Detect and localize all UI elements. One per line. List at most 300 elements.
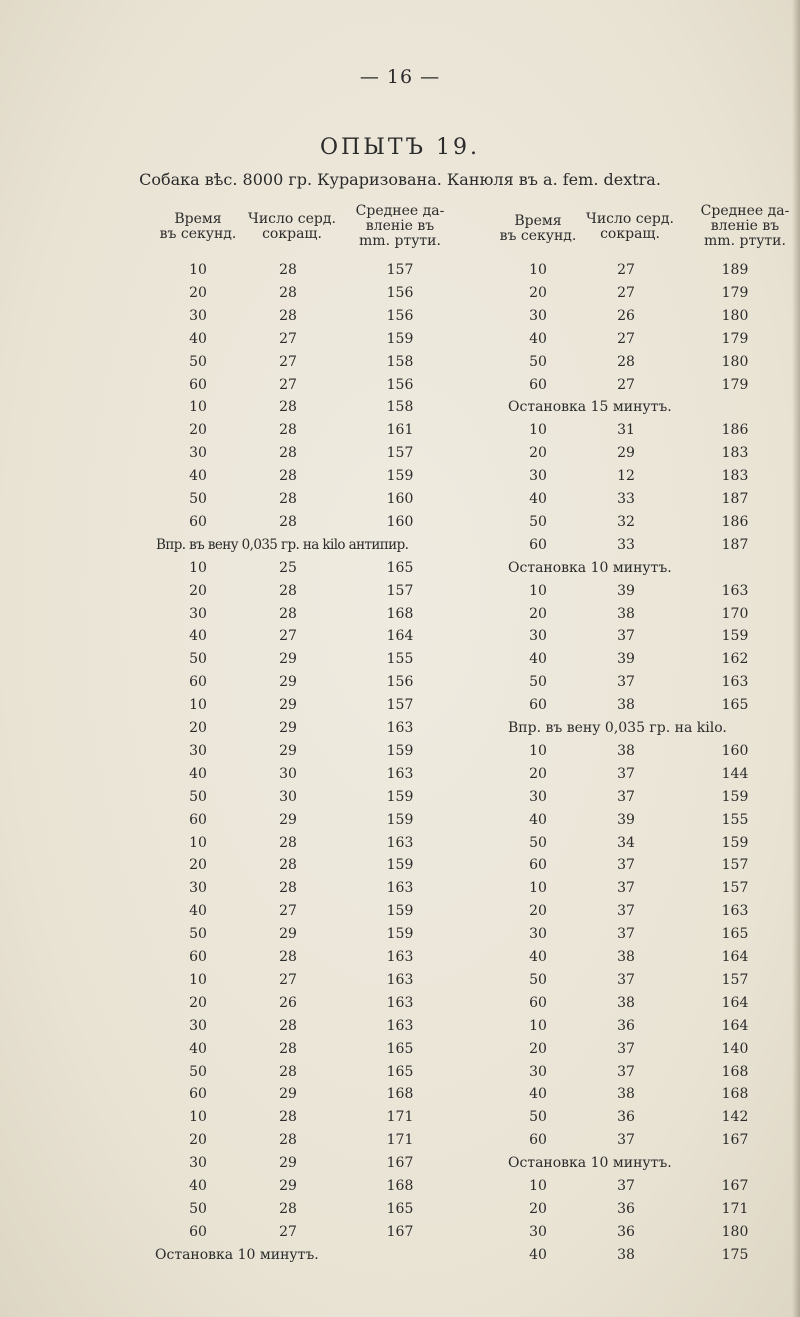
table-row: [0, 374, 800, 396]
time-cell: 30: [529, 307, 547, 324]
time-cell: 10: [189, 1109, 207, 1126]
pressure-cell: 161: [386, 422, 414, 439]
heartrate-cell: 28: [279, 1132, 297, 1149]
table-note-row: [0, 1152, 800, 1174]
time-cell: 50: [189, 1063, 207, 1080]
time-cell: 40: [529, 811, 547, 828]
heartrate-cell: 28: [279, 1040, 297, 1057]
header-line: въ секунд.: [499, 228, 577, 244]
time-cell: 50: [189, 353, 207, 370]
header-heartrate-left: [242, 212, 342, 242]
header-line: сокращ.: [600, 226, 660, 242]
time-cell: 50: [529, 1109, 547, 1126]
time-cell: 10: [529, 880, 547, 897]
heartrate-cell: 28: [279, 399, 297, 416]
note-text: Остановка 10 минутъ.: [155, 1246, 319, 1263]
heartrate-cell: 36: [617, 1109, 635, 1126]
heartrate-cell: 28: [279, 262, 297, 278]
heartrate-cell: 27: [617, 376, 635, 393]
time-cell: 10: [529, 262, 547, 278]
time-cell: 10: [189, 399, 207, 416]
table-note-row: [0, 557, 800, 579]
heartrate-cell: 28: [279, 422, 297, 439]
pressure-cell: 189: [721, 262, 749, 278]
time-cell: 60: [189, 1223, 207, 1240]
pressure-cell: 175: [721, 1246, 749, 1263]
time-cell: 30: [529, 1063, 547, 1080]
table-row: [0, 1129, 800, 1151]
pressure-cell: 157: [721, 857, 749, 874]
time-cell: 60: [189, 811, 207, 828]
heartrate-cell: 26: [617, 307, 635, 324]
time-cell: 40: [189, 1040, 207, 1057]
time-cell: 10: [189, 834, 207, 851]
time-cell: 50: [529, 834, 547, 851]
table-row: [0, 305, 800, 327]
heartrate-cell: 37: [617, 880, 635, 897]
table-row: [0, 648, 800, 670]
pressure-cell: 168: [386, 605, 414, 622]
heartrate-cell: 28: [279, 513, 297, 530]
time-cell: 20: [189, 720, 207, 736]
pressure-cell: 159: [721, 788, 749, 805]
pressure-cell: 160: [721, 742, 749, 759]
heartrate-cell: 28: [279, 284, 297, 301]
pressure-cell: 164: [721, 949, 749, 965]
heartrate-cell: 28: [279, 1109, 297, 1126]
table-row: [0, 419, 800, 441]
time-cell: 60: [529, 376, 547, 393]
pressure-cell: 165: [386, 1040, 414, 1057]
experiment-title: ОПЫТЪ 19.: [320, 135, 480, 160]
table-row: [0, 442, 800, 464]
heartrate-cell: 27: [279, 903, 297, 920]
pressure-cell: 155: [721, 811, 749, 828]
pressure-cell: 167: [386, 1155, 414, 1172]
time-cell: 10: [189, 262, 207, 278]
pressure-cell: 159: [386, 330, 414, 347]
heartrate-cell: 28: [279, 857, 297, 874]
table-row: [0, 534, 800, 556]
pressure-cell: 155: [386, 651, 414, 668]
time-cell: 20: [189, 422, 207, 439]
heartrate-cell: 33: [617, 491, 635, 507]
table-row: [0, 671, 800, 693]
pressure-cell: 160: [386, 491, 414, 507]
pressure-cell: 162: [721, 651, 749, 668]
table-row: [0, 1198, 800, 1220]
heartrate-cell: 12: [617, 468, 635, 485]
pressure-cell: 164: [386, 628, 414, 645]
heartrate-cell: 29: [279, 811, 297, 828]
header-line: Среднее да-: [700, 203, 790, 219]
pressure-cell: 186: [721, 513, 749, 530]
time-cell: 40: [189, 1178, 207, 1194]
time-cell: 30: [529, 1223, 547, 1240]
pressure-cell: 180: [721, 353, 749, 370]
time-cell: 60: [529, 857, 547, 874]
pressure-cell: 156: [386, 307, 414, 324]
table-row: [0, 1221, 800, 1243]
heartrate-cell: 38: [617, 1086, 635, 1103]
time-cell: 30: [189, 742, 207, 759]
time-cell: 10: [189, 697, 207, 714]
pressure-cell: 180: [721, 307, 749, 324]
pressure-cell: 156: [386, 284, 414, 301]
pressure-cell: 163: [386, 949, 414, 965]
pressure-cell: 159: [386, 742, 414, 759]
heartrate-cell: 26: [279, 994, 297, 1011]
heartrate-cell: 39: [617, 811, 635, 828]
heartrate-cell: 37: [617, 628, 635, 645]
time-cell: 30: [189, 880, 207, 897]
pressure-cell: 168: [386, 1086, 414, 1103]
pressure-cell: 157: [386, 262, 414, 278]
heartrate-cell: 37: [617, 1178, 635, 1194]
header-line: mm. ртути.: [704, 233, 786, 249]
heartrate-cell: 28: [279, 307, 297, 324]
pressure-cell: 167: [721, 1132, 749, 1149]
pressure-cell: 156: [386, 376, 414, 393]
pressure-cell: 165: [721, 926, 749, 943]
heartrate-cell: 28: [279, 468, 297, 485]
time-cell: 40: [529, 949, 547, 965]
pressure-cell: 157: [721, 880, 749, 897]
table-row: [0, 900, 800, 922]
table-row: [0, 465, 800, 487]
heartrate-cell: 30: [279, 765, 297, 782]
header-line: сокращ.: [262, 226, 322, 242]
heartrate-cell: 39: [617, 651, 635, 668]
time-cell: 60: [529, 1132, 547, 1149]
time-cell: 50: [189, 491, 207, 507]
pressure-cell: 144: [721, 765, 749, 782]
time-cell: 20: [529, 765, 547, 782]
heartrate-cell: 38: [617, 1246, 635, 1263]
heartrate-cell: 25: [279, 559, 297, 576]
pressure-cell: 164: [721, 1017, 749, 1034]
heartrate-cell: 29: [617, 445, 635, 462]
pressure-cell: 171: [721, 1200, 749, 1217]
heartrate-cell: 28: [279, 1063, 297, 1080]
header-pressure-right: [690, 204, 800, 249]
heartrate-cell: 37: [617, 1063, 635, 1080]
time-cell: 20: [529, 284, 547, 301]
heartrate-cell: 27: [279, 330, 297, 347]
time-cell: 30: [189, 307, 207, 324]
heartrate-cell: 37: [617, 1040, 635, 1057]
table-row: [0, 488, 800, 510]
time-cell: 60: [189, 513, 207, 530]
heartrate-cell: 27: [279, 353, 297, 370]
note-text: Остановка 10 минутъ.: [508, 559, 672, 576]
table-row: [0, 923, 800, 945]
pressure-cell: 159: [386, 926, 414, 943]
time-cell: 40: [189, 330, 207, 347]
heartrate-cell: 28: [279, 880, 297, 897]
pressure-cell: 179: [721, 330, 749, 347]
note-text: Остановка 10 минутъ.: [508, 1155, 672, 1172]
pressure-cell: 158: [386, 399, 414, 416]
header-line: mm. ртути.: [359, 233, 441, 249]
time-cell: 40: [529, 491, 547, 507]
heartrate-cell: 29: [279, 1178, 297, 1194]
pressure-cell: 163: [386, 834, 414, 851]
table-row: [0, 282, 800, 304]
pressure-cell: 170: [721, 605, 749, 622]
pressure-cell: 171: [386, 1132, 414, 1149]
time-cell: 40: [529, 1086, 547, 1103]
header-line: Число серд.: [248, 211, 336, 227]
time-cell: 20: [189, 582, 207, 599]
header-line: вленіе въ: [365, 218, 435, 234]
heartrate-cell: 37: [617, 1132, 635, 1149]
time-cell: 50: [189, 1200, 207, 1217]
time-cell: 20: [189, 994, 207, 1011]
header-pressure-left: [345, 204, 455, 249]
time-cell: 60: [529, 536, 547, 553]
time-cell: 50: [189, 926, 207, 943]
table-row: [0, 946, 800, 968]
time-cell: 40: [189, 468, 207, 485]
table-row: [0, 694, 800, 716]
pressure-cell: 165: [386, 559, 414, 576]
table-row: [0, 1244, 800, 1266]
pressure-cell: 165: [386, 1200, 414, 1217]
pressure-cell: 159: [386, 468, 414, 485]
time-cell: 50: [529, 513, 547, 530]
heartrate-cell: 36: [617, 1200, 635, 1217]
pressure-cell: 179: [721, 376, 749, 393]
heartrate-cell: 37: [617, 788, 635, 805]
heartrate-cell: 27: [617, 284, 635, 301]
time-cell: 20: [189, 284, 207, 301]
pressure-cell: 159: [386, 903, 414, 920]
pressure-cell: 163: [721, 582, 749, 599]
pressure-cell: 171: [386, 1109, 414, 1126]
time-cell: 60: [529, 697, 547, 714]
pressure-cell: 157: [386, 582, 414, 599]
heartrate-cell: 29: [279, 674, 297, 691]
note-text: Остановка 15 минутъ.: [508, 399, 672, 416]
table-row: [0, 580, 800, 602]
time-cell: 10: [529, 422, 547, 439]
time-cell: 20: [529, 445, 547, 462]
time-cell: 20: [189, 1132, 207, 1149]
table-row: [0, 1015, 800, 1037]
pressure-cell: 168: [386, 1178, 414, 1194]
heartrate-cell: 37: [617, 926, 635, 943]
time-cell: 50: [189, 788, 207, 805]
pressure-cell: 167: [721, 1178, 749, 1194]
table-row: [0, 809, 800, 831]
pressure-cell: 163: [386, 880, 414, 897]
pressure-cell: 183: [721, 468, 749, 485]
pressure-cell: 167: [386, 1223, 414, 1240]
pressure-cell: 165: [721, 697, 749, 714]
heartrate-cell: 27: [617, 330, 635, 347]
table-note-row: [0, 396, 800, 418]
pressure-cell: 159: [721, 834, 749, 851]
table-row: [0, 763, 800, 785]
note-text: Впр. въ вену 0,035 гр. на kilo.: [508, 720, 727, 736]
time-cell: 60: [189, 1086, 207, 1103]
heartrate-cell: 32: [617, 513, 635, 530]
heartrate-cell: 34: [617, 834, 635, 851]
heartrate-cell: 37: [617, 765, 635, 782]
table-row: [0, 259, 800, 281]
table-row: [0, 992, 800, 1014]
time-cell: 30: [529, 926, 547, 943]
time-cell: 40: [189, 765, 207, 782]
time-cell: 20: [529, 1040, 547, 1057]
heartrate-cell: 27: [279, 971, 297, 988]
table-row: [0, 854, 800, 876]
header-line: Время: [514, 213, 562, 229]
pressure-cell: 159: [721, 628, 749, 645]
header-line: Число серд.: [586, 211, 674, 227]
table-row: [0, 1083, 800, 1105]
pressure-cell: 159: [386, 788, 414, 805]
time-cell: 60: [189, 674, 207, 691]
header-time-right: [488, 214, 588, 244]
heartrate-cell: 27: [279, 1223, 297, 1240]
time-cell: 50: [529, 971, 547, 988]
time-cell: 20: [189, 857, 207, 874]
heartrate-cell: 29: [279, 1155, 297, 1172]
table-row: [0, 328, 800, 350]
header-heartrate-right: [580, 212, 680, 242]
header-line: Среднее да-: [355, 203, 445, 219]
pressure-cell: 163: [386, 994, 414, 1011]
time-cell: 60: [529, 994, 547, 1011]
heartrate-cell: 27: [279, 376, 297, 393]
pressure-cell: 163: [721, 903, 749, 920]
heartrate-cell: 28: [279, 1017, 297, 1034]
heartrate-cell: 36: [617, 1017, 635, 1034]
heartrate-cell: 28: [279, 834, 297, 851]
heartrate-cell: 37: [617, 971, 635, 988]
time-cell: 30: [189, 1017, 207, 1034]
pressure-cell: 160: [386, 513, 414, 530]
time-cell: 20: [529, 1200, 547, 1217]
table-row: [0, 351, 800, 373]
pressure-cell: 179: [721, 284, 749, 301]
note-text: Впр. въ вену 0,035 гр. на kilo антипир.: [156, 536, 409, 553]
heartrate-cell: 31: [617, 422, 635, 439]
time-cell: 40: [529, 651, 547, 668]
pressure-cell: 163: [386, 1017, 414, 1034]
table-row: [0, 511, 800, 533]
pressure-cell: 142: [721, 1109, 749, 1126]
heartrate-cell: 29: [279, 742, 297, 759]
table-row: [0, 877, 800, 899]
header-line: Время: [174, 211, 222, 227]
pressure-cell: 168: [721, 1086, 749, 1103]
time-cell: 50: [529, 674, 547, 691]
time-cell: 10: [529, 582, 547, 599]
pressure-cell: 187: [721, 536, 749, 553]
table-row: [0, 832, 800, 854]
heartrate-cell: 28: [617, 353, 635, 370]
heartrate-cell: 36: [617, 1223, 635, 1240]
table-row: [0, 625, 800, 647]
heartrate-cell: 28: [279, 445, 297, 462]
heartrate-cell: 33: [617, 536, 635, 553]
time-cell: 30: [189, 1155, 207, 1172]
heartrate-cell: 28: [279, 949, 297, 965]
table-row: [0, 740, 800, 762]
heartrate-cell: 29: [279, 1086, 297, 1103]
heartrate-cell: 37: [617, 857, 635, 874]
time-cell: 40: [529, 330, 547, 347]
time-cell: 30: [189, 445, 207, 462]
time-cell: 10: [189, 559, 207, 576]
time-cell: 30: [189, 605, 207, 622]
time-cell: 20: [529, 605, 547, 622]
heartrate-cell: 28: [279, 491, 297, 507]
pressure-cell: 159: [386, 811, 414, 828]
pressure-cell: 165: [386, 1063, 414, 1080]
table-row: [0, 1061, 800, 1083]
pressure-cell: 163: [721, 674, 749, 691]
heartrate-cell: 38: [617, 697, 635, 714]
heartrate-cell: 38: [617, 605, 635, 622]
pressure-cell: 163: [386, 971, 414, 988]
pressure-cell: 158: [386, 353, 414, 370]
heartrate-cell: 30: [279, 788, 297, 805]
table-row: [0, 1175, 800, 1197]
pressure-cell: 157: [386, 445, 414, 462]
time-cell: 50: [529, 353, 547, 370]
header-time-left: [148, 212, 248, 242]
heartrate-cell: 28: [279, 1200, 297, 1217]
time-cell: 10: [529, 742, 547, 759]
pressure-cell: 163: [386, 720, 414, 736]
pressure-cell: 157: [721, 971, 749, 988]
table-note-row: [0, 717, 800, 739]
pressure-cell: 183: [721, 445, 749, 462]
time-cell: 10: [529, 1017, 547, 1034]
time-cell: 30: [529, 468, 547, 485]
pressure-cell: 163: [386, 765, 414, 782]
heartrate-cell: 38: [617, 742, 635, 759]
pressure-cell: 164: [721, 994, 749, 1011]
heartrate-cell: 37: [617, 903, 635, 920]
table-row: [0, 603, 800, 625]
time-cell: 10: [189, 971, 207, 988]
pressure-cell: 180: [721, 1223, 749, 1240]
pressure-cell: 159: [386, 857, 414, 874]
time-cell: 50: [189, 651, 207, 668]
time-cell: 30: [529, 628, 547, 645]
pressure-cell: 157: [386, 697, 414, 714]
heartrate-cell: 38: [617, 949, 635, 965]
header-line: въ секунд.: [159, 226, 237, 242]
heartrate-cell: 38: [617, 994, 635, 1011]
time-cell: 40: [529, 1246, 547, 1263]
heartrate-cell: 29: [279, 926, 297, 943]
page-number: — 16 —: [359, 66, 441, 88]
heartrate-cell: 39: [617, 582, 635, 599]
pressure-cell: 187: [721, 491, 749, 507]
pressure-cell: 156: [386, 674, 414, 691]
experiment-description: Собака вѣс. 8000 гр. Кураризована. Канюля въ а. fem. dextra.: [139, 170, 661, 189]
header-line: вленіе въ: [710, 218, 780, 234]
heartrate-cell: 29: [279, 720, 297, 736]
heartrate-cell: 29: [279, 697, 297, 714]
heartrate-cell: 27: [279, 628, 297, 645]
